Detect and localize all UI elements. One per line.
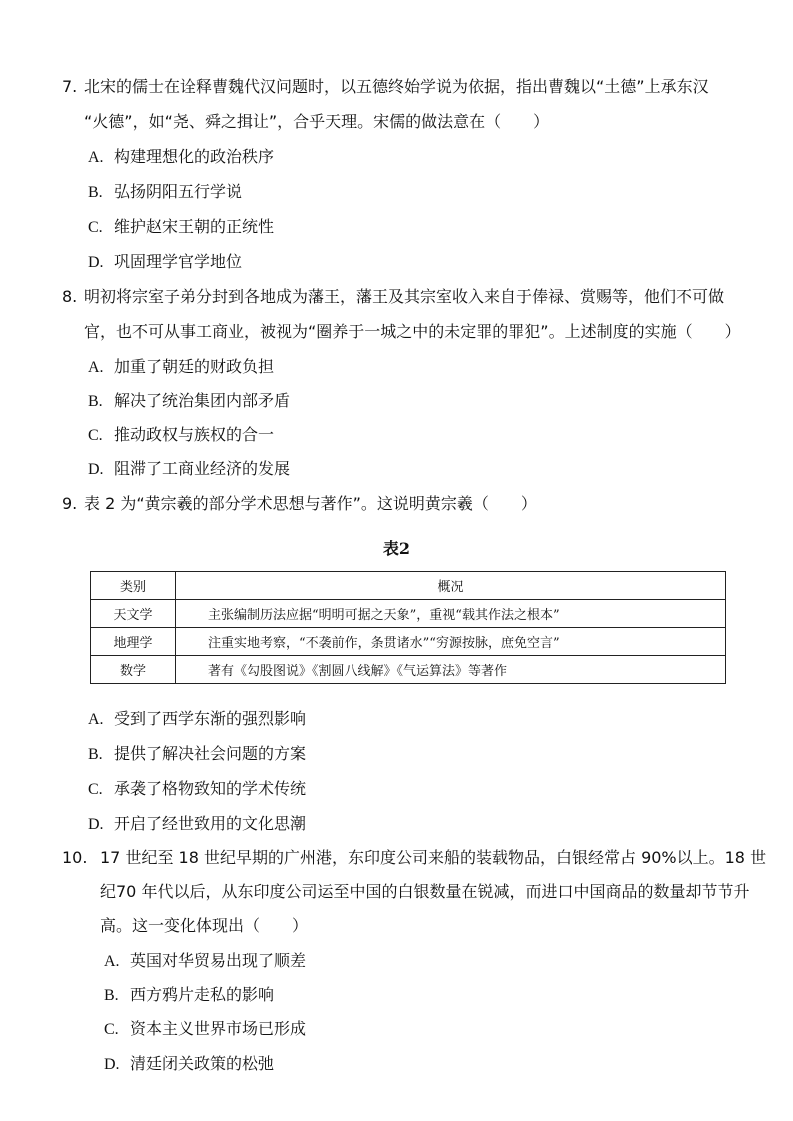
option-letter: B.: [104, 987, 119, 1004]
option-letter: A.: [88, 149, 104, 166]
question-stem-line: 明初将宗室子弟分封到各地成为藩王，藩王及其宗室收入来自于俸禄、赏赐等，他们不可做: [84, 287, 725, 306]
table-header-cell: 类别: [91, 572, 176, 600]
option-text: 西方鸦片走私的影响: [130, 985, 275, 1004]
option-d[interactable]: [88, 458, 290, 481]
option-c[interactable]: [88, 424, 274, 447]
option-letter: B.: [88, 393, 103, 410]
option-text: 阻滞了工商业经济的发展: [114, 459, 291, 478]
table-cell-summary: 著有《勾股图说》《割圆八线解》《气运算法》等著作: [176, 656, 726, 684]
option-a[interactable]: [104, 950, 306, 973]
option-text: 弘扬阴阳五行学说: [114, 182, 243, 201]
option-d[interactable]: [88, 813, 306, 836]
table-cell-summary: 主张编制历法应据“明明可据之天象”，重视“载其作法之根本”: [176, 600, 726, 628]
option-b[interactable]: [88, 390, 290, 413]
option-text: 维护赵宋王朝的正统性: [114, 217, 275, 236]
option-d[interactable]: [88, 251, 242, 274]
option-a[interactable]: [88, 146, 274, 169]
question-stem-line: “火德”，如“尧、舜之揖让”，合乎天理。宋儒的做法意在（ ）: [84, 112, 550, 131]
option-text: 资本主义世界市场已形成: [130, 1019, 307, 1038]
option-letter: A.: [104, 953, 120, 970]
option-letter: D.: [88, 816, 104, 833]
question-stem-line: 高。这一变化体现出（ ）: [100, 916, 309, 935]
question-stem-line: 北宋的儒士在诠释曹魏代汉问题时，以五德终始学说为依据，指出曹魏以“土德”上承东汉: [84, 77, 709, 96]
table-cell-category: 天文学: [91, 600, 176, 628]
option-text: 巩固理学官学地位: [114, 252, 243, 271]
table-row: [91, 628, 726, 656]
question-stem-line: 纪70 年代以后，从东印度公司运至中国的白银数量在锐减，而进口中国商品的数量却节节升: [100, 882, 750, 901]
option-text: 英国对华贸易出现了顺差: [130, 951, 307, 970]
option-letter: A.: [88, 711, 104, 728]
option-text: 推动政权与族权的合一: [114, 425, 275, 444]
option-b[interactable]: [88, 743, 306, 766]
option-text: 开启了经世致用的文化思潮: [114, 814, 307, 833]
table-row: [91, 656, 726, 684]
option-text: 承袭了格物致知的学术传统: [114, 779, 307, 798]
option-text: 构建理想化的政治秩序: [114, 147, 275, 166]
option-letter: C.: [104, 1021, 119, 1038]
option-letter: D.: [88, 461, 104, 478]
option-text: 清廷闭关政策的松弛: [130, 1054, 275, 1073]
table-2: [90, 571, 726, 684]
option-letter: D.: [88, 254, 104, 271]
option-letter: C.: [88, 427, 103, 444]
table-caption: 表2: [382, 539, 411, 558]
question-number: 9.: [62, 494, 78, 513]
option-letter: C.: [88, 219, 103, 236]
table-cell-category: 数学: [91, 656, 176, 684]
table-header-row: [91, 572, 726, 600]
option-text: 加重了朝廷的财政负担: [114, 357, 275, 376]
option-a[interactable]: [88, 708, 306, 731]
table-row: [91, 600, 726, 628]
table-cell-summary: 注重实地考察，“不袭前作，条贯诸水”“穷源按脉，庶免空言”: [176, 628, 726, 656]
table-header-cell: 概况: [176, 572, 726, 600]
option-c[interactable]: [88, 216, 274, 239]
option-b[interactable]: [88, 181, 242, 204]
option-text: 受到了西学东渐的强烈影响: [114, 709, 307, 728]
option-b[interactable]: [104, 984, 274, 1007]
question-number: 10.: [62, 848, 88, 867]
option-letter: A.: [88, 359, 104, 376]
option-c[interactable]: [88, 778, 306, 801]
table-cell-category: 地理学: [91, 628, 176, 656]
question-stem-line: 17 世纪至 18 世纪早期的广州港，东印度公司来船的装载物品，白银经常占 90%以上。18 世: [100, 848, 767, 867]
option-a[interactable]: [88, 356, 274, 379]
option-letter: D.: [104, 1056, 120, 1073]
option-letter: B.: [88, 746, 103, 763]
option-d[interactable]: [104, 1053, 274, 1076]
option-letter: C.: [88, 781, 103, 798]
option-c[interactable]: [104, 1018, 306, 1041]
question-stem-line: 表 2 为“黄宗羲的部分学术思想与著作”。这说明黄宗羲（ ）: [84, 494, 537, 513]
option-text: 解决了统治集团内部矛盾: [114, 391, 291, 410]
option-text: 提供了解决社会问题的方案: [114, 744, 307, 763]
question-stem-line: 官，也不可从事工商业，被视为“圈养于一城之中的未定罪的罪犯”。上述制度的实施（ ）: [84, 322, 741, 341]
option-letter: B.: [88, 184, 103, 201]
question-number: 8.: [62, 287, 78, 306]
question-number: 7.: [62, 77, 78, 96]
